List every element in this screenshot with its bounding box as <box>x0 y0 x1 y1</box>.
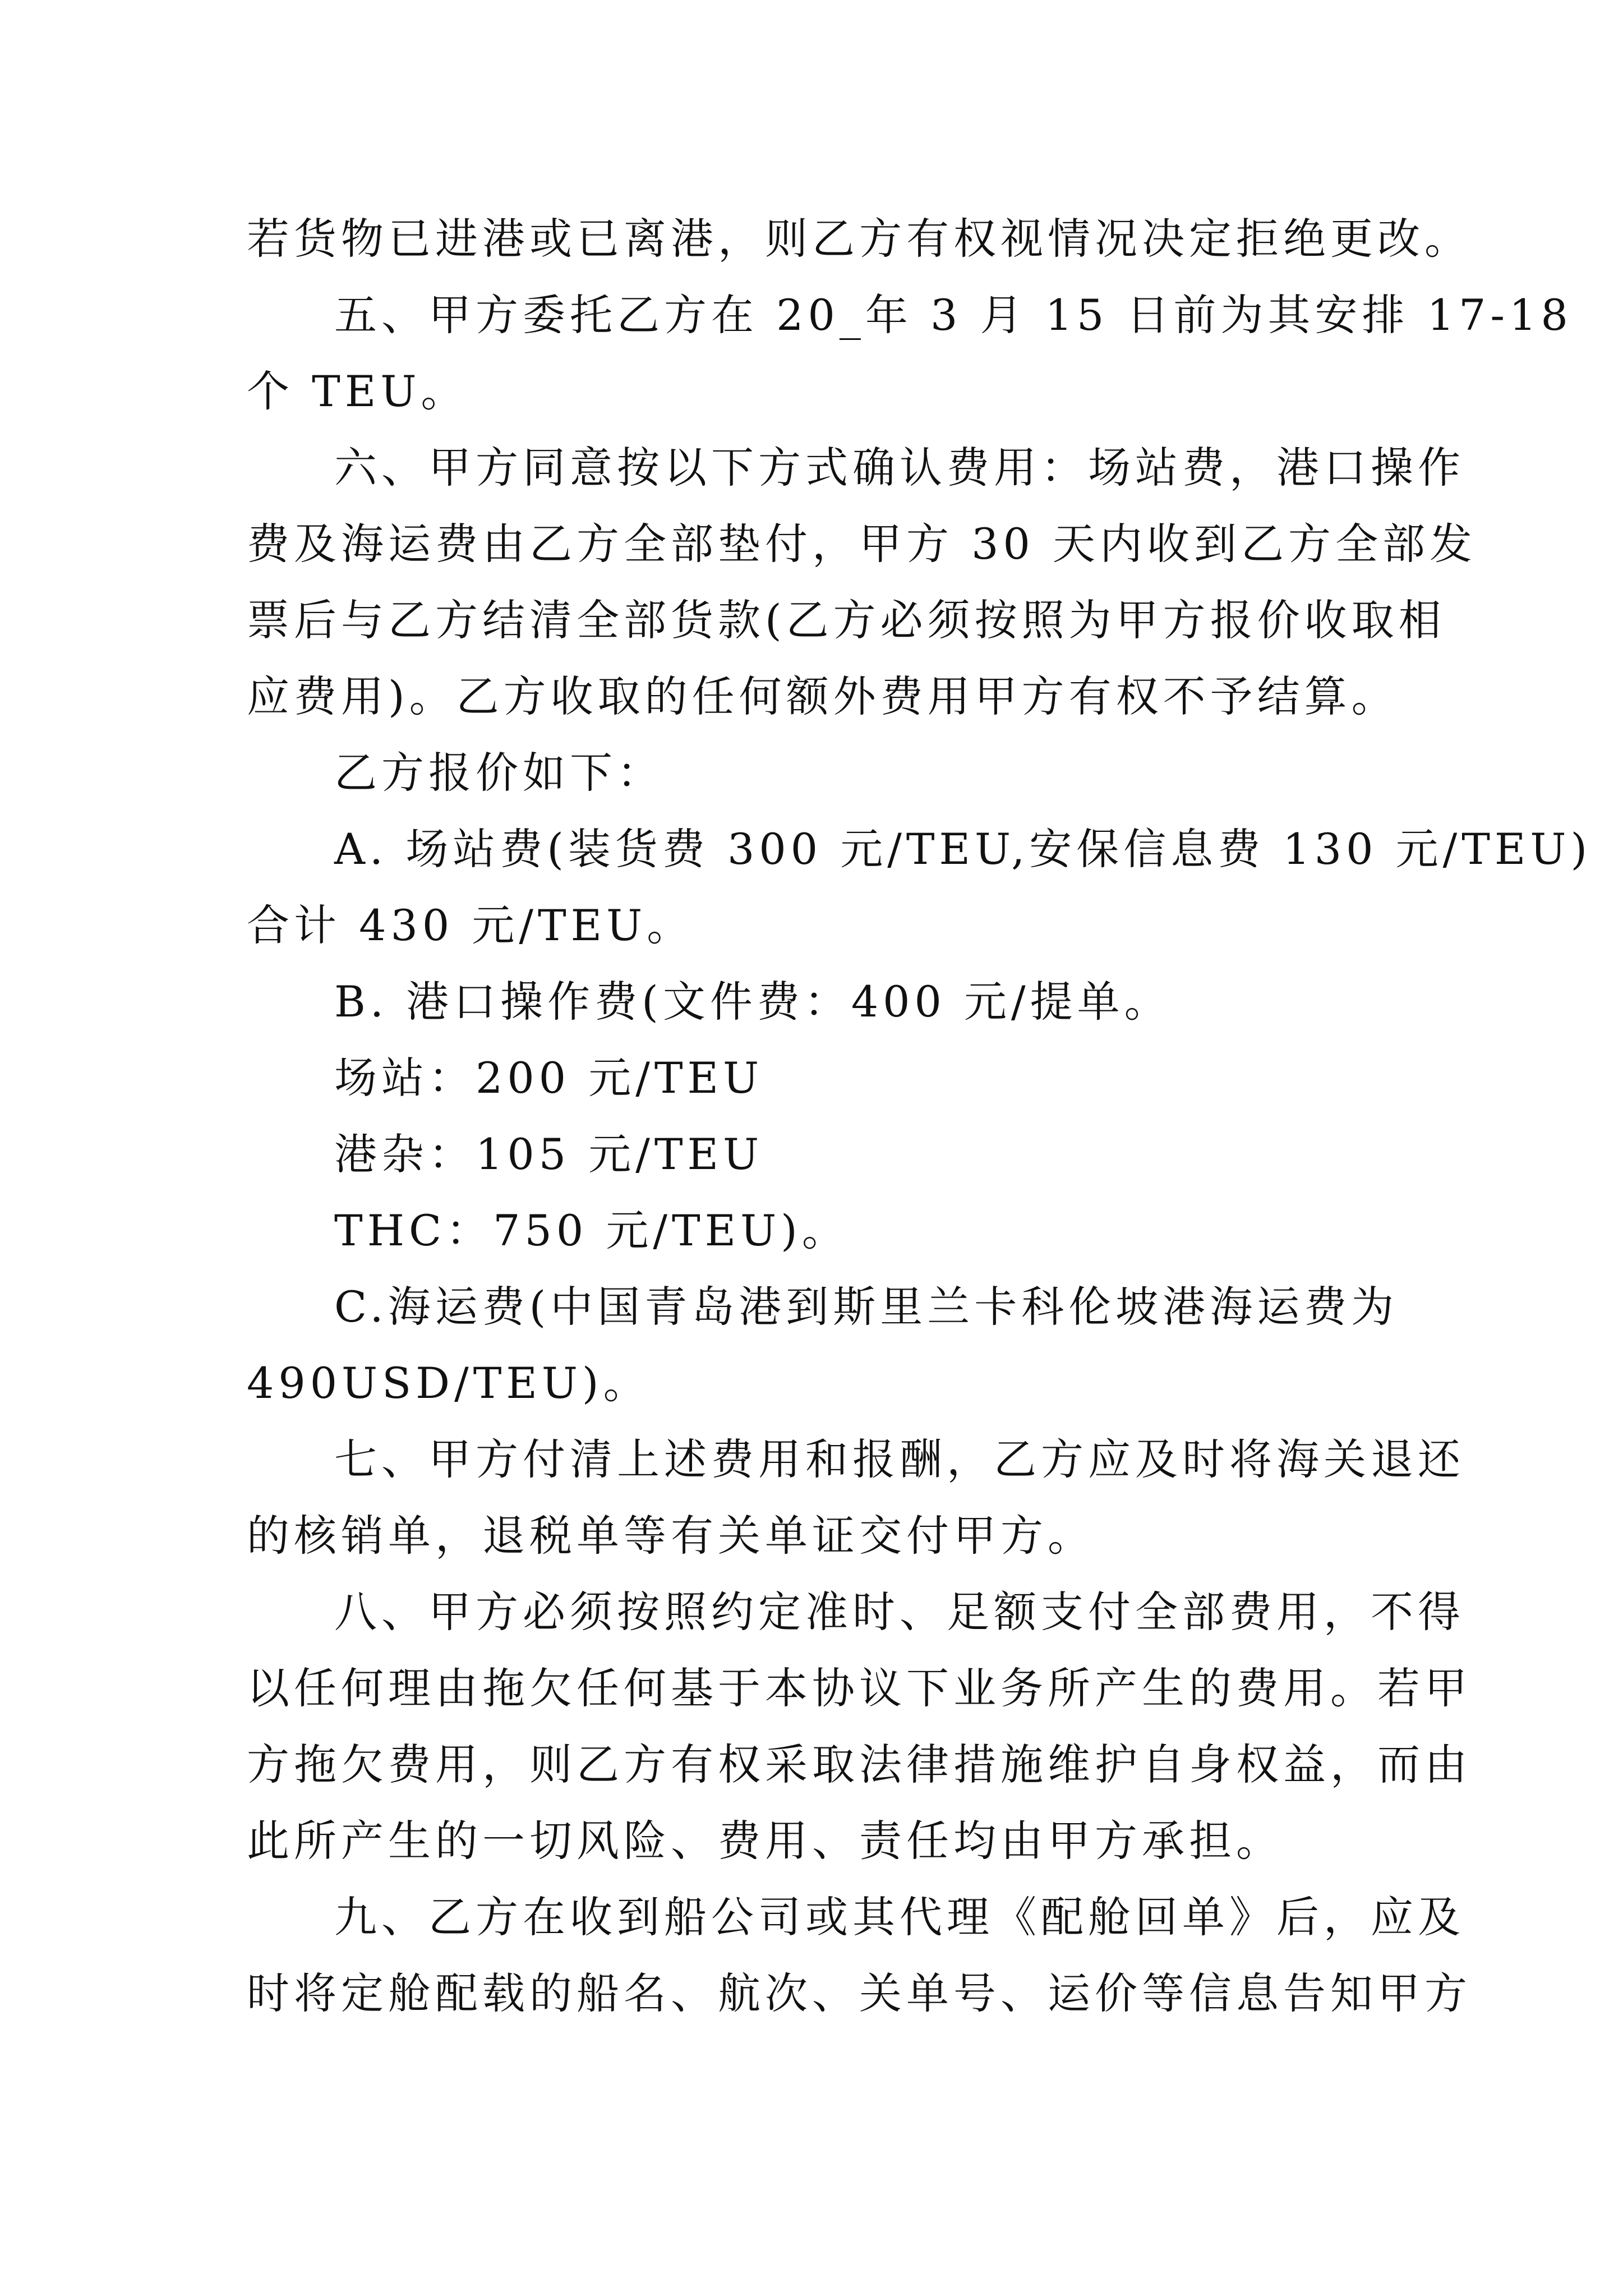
quote-item-b-station: 场站：200 元/TEU <box>334 1053 764 1103</box>
clause-nine-line-1: 九、乙方在收到船公司或其代理《配舱回单》后，应及 <box>334 1892 1465 1942</box>
clause-seven-line-2: 的核销单，退税单等有关单证交付甲方。 <box>247 1511 1095 1561</box>
clause-eight-line-2: 以任何理由拖欠任何基于本协议下业务所产生的费用。若甲 <box>247 1663 1472 1713</box>
clause-eight-line-3: 方拖欠费用，则乙方有权采取法律措施维护自身权益，而由 <box>247 1740 1472 1789</box>
clause-six-line-2: 费及海运费由乙方全部垫付，甲方 30 天内收到乙方全部发 <box>247 519 1477 569</box>
clause-eight-line-4: 此所产生的一切风险、费用、责任均由甲方承担。 <box>247 1816 1283 1866</box>
clause-six-line-1: 六、甲方同意按以下方式确认费用：场站费，港口操作 <box>334 443 1465 493</box>
quote-item-c-line-1: C.海运费(中国青岛港到斯里兰卡科伦坡港海运费为 <box>334 1282 1399 1332</box>
clause-six-line-4: 应费用)。乙方收取的任何额外费用甲方有权不予结算。 <box>247 671 1399 721</box>
clause-eight-line-1: 八、甲方必须按照约定准时、足额支付全部费用，不得 <box>334 1587 1465 1637</box>
clause-five-line-2: 个 TEU。 <box>247 366 468 416</box>
clause-five-line-1: 五、甲方委托乙方在 20_年 3 月 15 日前为其安排 17-18 <box>334 290 1573 340</box>
quote-heading: 乙方报价如下： <box>334 748 664 798</box>
clause-seven-line-1: 七、甲方付清上述费用和报酬，乙方应及时将海关退还 <box>334 1434 1465 1484</box>
quote-item-b-thc: THC：750 元/TEU)。 <box>334 1205 849 1255</box>
quote-item-b-port-misc: 港杂：105 元/TEU <box>334 1129 764 1179</box>
clause-six-line-3: 票后与乙方结清全部货款(乙方必须按照为甲方报价收取相 <box>247 595 1446 645</box>
quote-item-c-line-2: 490USD/TEU)。 <box>247 1358 651 1408</box>
clause-nine-line-2: 时将定舱配载的船名、航次、关单号、运价等信息告知甲方 <box>247 1968 1472 2018</box>
quote-item-a-line-2: 合计 430 元/TEU。 <box>247 900 694 950</box>
document-body <box>247 201 1592 2032</box>
quote-item-b-line-1: B. 港口操作费(文件费：400 元/提单。 <box>334 977 1172 1027</box>
text-line: 若货物已进港或已离港，则乙方有权视情况决定拒绝更改。 <box>247 214 1472 264</box>
quote-item-a-line-1: A. 场站费(装货费 300 元/TEU,安保信息费 130 元/TEU) <box>334 824 1592 874</box>
